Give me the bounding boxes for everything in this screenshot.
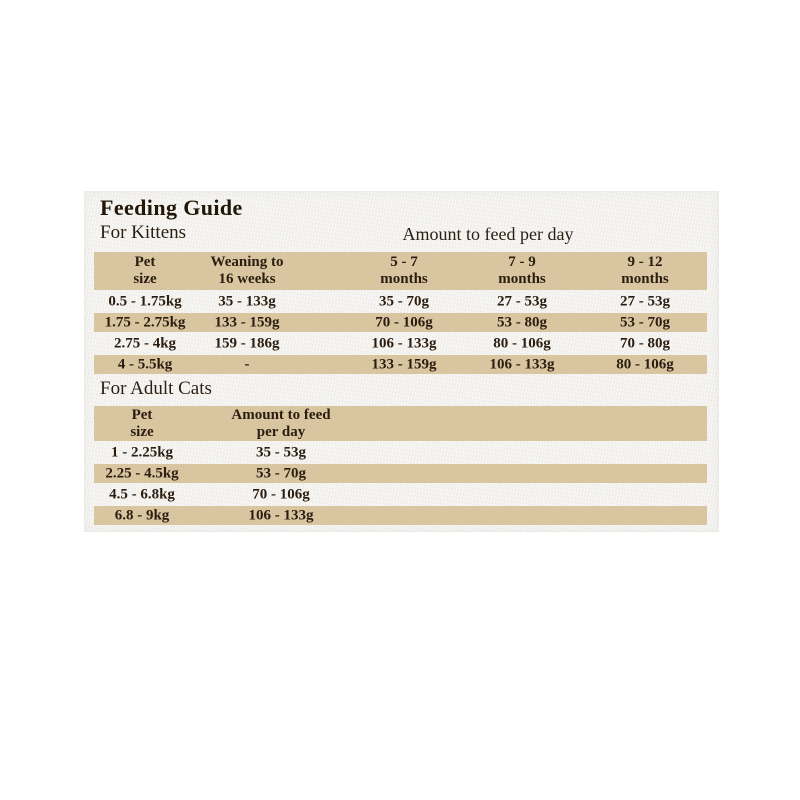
table-row xyxy=(94,443,707,462)
kittens-header-5-7-months: 5 - 7 months xyxy=(380,254,428,287)
kittens-amount-per-day-label: Amount to feed per day xyxy=(402,224,574,244)
kittens-feeding-table xyxy=(94,252,707,374)
adult-cats-feeding-table xyxy=(94,406,707,525)
page-title: Feeding Guide xyxy=(100,195,243,220)
table-cell: 70 - 106g xyxy=(252,486,310,502)
kittens-header-9-12-months: 9 - 12 months xyxy=(621,254,669,287)
table-cell: 4.5 - 6.8kg xyxy=(109,486,175,502)
table-cell: 2.75 - 4kg xyxy=(113,335,177,351)
table-cell: 70 - 80g xyxy=(620,335,670,351)
adult-header-amount: Amount to feed per day xyxy=(231,406,331,440)
table-cell: 159 - 186g xyxy=(214,335,280,351)
table-row xyxy=(94,485,707,504)
adult-header-pet-size: Pet size xyxy=(130,406,154,440)
table-cell: 2.25 - 4.5kg xyxy=(105,465,179,481)
kittens-header-weaning: Weaning to 16 weeks xyxy=(210,254,284,287)
table-cell: 53 - 80g xyxy=(497,314,547,330)
table-cell: 4 - 5.5kg xyxy=(117,356,173,372)
kittens-header-7-9-months: 7 - 9 months xyxy=(498,254,546,287)
table-cell: 27 - 53g xyxy=(620,293,670,309)
table-row xyxy=(94,313,707,332)
table-cell: 80 - 106g xyxy=(493,335,551,351)
table-row xyxy=(94,292,707,311)
kittens-header-pet-size: Pet size xyxy=(133,254,157,287)
feeding-guide-panel xyxy=(85,192,718,531)
table-cell: 0.5 - 1.75kg xyxy=(108,293,182,309)
adult-table-header-row xyxy=(94,406,707,441)
table-cell: 80 - 106g xyxy=(616,356,674,372)
table-cell: 106 - 133g xyxy=(371,335,437,351)
table-cell: 106 - 133g xyxy=(489,356,555,372)
table-cell: 106 - 133g xyxy=(248,507,314,523)
table-cell: 6.8 - 9kg xyxy=(114,507,170,523)
table-cell: 133 - 159g xyxy=(214,314,280,330)
table-cell: 53 - 70g xyxy=(620,314,670,330)
table-row xyxy=(94,464,707,483)
kittens-table-header-row xyxy=(94,252,707,290)
table-cell: 1.75 - 2.75kg xyxy=(104,314,186,330)
table-cell: 35 - 70g xyxy=(379,293,429,309)
table-row xyxy=(94,334,707,353)
table-cell: 70 - 106g xyxy=(375,314,433,330)
table-cell: 1 - 2.25kg xyxy=(110,444,174,460)
table-cell: 35 - 133g xyxy=(218,293,276,309)
table-cell: 27 - 53g xyxy=(497,293,547,309)
kittens-section-title: For Kittens xyxy=(100,222,187,243)
table-cell: - xyxy=(244,356,250,372)
table-cell: 35 - 53g xyxy=(256,444,306,460)
table-row xyxy=(94,506,707,525)
adult-cats-section-title: For Adult Cats xyxy=(100,378,212,399)
table-cell: 53 - 70g xyxy=(256,465,306,481)
table-cell: 133 - 159g xyxy=(371,356,437,372)
table-row xyxy=(94,355,707,374)
